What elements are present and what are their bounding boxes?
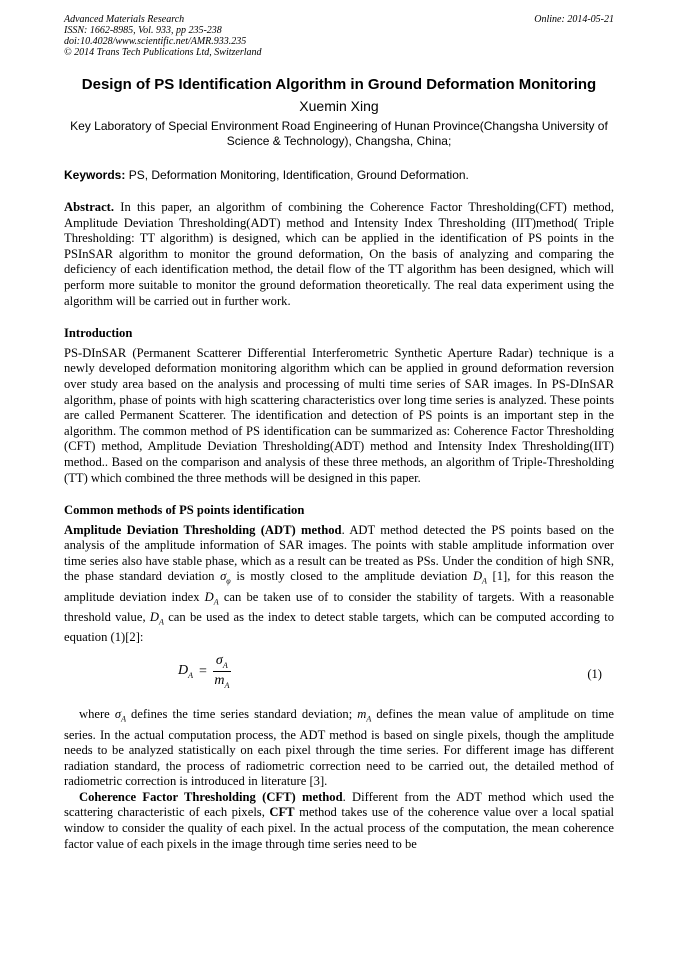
d-glyph: D (149, 609, 160, 624)
lhs-glyph: D (178, 663, 189, 679)
paper-title: Design of PS Identification Algorithm in Ground Deformation Monitoring (81, 76, 597, 93)
adt-text-2: is mostly closed to the amplitude deviation (230, 569, 473, 584)
where-text-1: where (79, 707, 115, 722)
da-symbol-3 (149, 609, 164, 627)
sigma-glyph: σ (220, 569, 227, 584)
sigma-glyph: σ (114, 707, 122, 722)
adt-label: Amplitude Deviation Thresholding (ADT) method (64, 522, 342, 537)
cft-paragraph (64, 790, 614, 852)
author-name: Xuemin Xing (299, 98, 379, 114)
cft-bold-term: CFT (269, 805, 295, 820)
cft-label: Coherence Factor Thresholding (CFT) method (79, 789, 343, 804)
sigma-phi-symbol (220, 569, 231, 586)
equals-sign: = (199, 663, 207, 679)
affiliation: Key Laboratory of Special Environment Road Engineering of Hunan Province(Changsha University of Science & Technology), Changsha, China; (70, 119, 608, 148)
numerator-subscript: A (222, 661, 228, 671)
issn-line: ISSN: 1662-8985, Vol. 933, pp 235-238 (64, 25, 222, 36)
lhs-subscript: A (188, 671, 194, 681)
da-symbol (472, 569, 487, 586)
a-subscript: A (121, 714, 126, 724)
cft-text-1: . Different from the ADT method which used the scattering characteristic of each pixels, (64, 789, 615, 820)
equation-fraction (213, 653, 231, 690)
keywords (64, 168, 614, 183)
a-subscript: A (366, 714, 372, 724)
where-paragraph (64, 707, 614, 789)
abstract-text: In this paper, an algorithm of combining the Coherence Factor Thresholding(CFT) method, Amplitude Deviation Thresholding(ADT) method and Intensity Index Thresholding (IIT)method( Triple Thresholding: TT algorithm) is designed, which can be applied in the identification of PS points in the PSInSAR algorithm to monitor the ground deformation, On the basis of analyzing and comparing the deficiency of each identification method, the detail flow of the TT algorithm has been designed, which will perform more suitable to monitor the ground deformation theoretically. The real data experiment using the algorithm will be carried out in further work. (64, 200, 614, 308)
fraction-denominator (214, 672, 229, 690)
adt-text-3: [1], for this reason the amplitude deviation index (64, 569, 614, 604)
m-glyph: m (357, 707, 367, 722)
da-symbol-2 (204, 589, 219, 607)
d-glyph: D (204, 589, 214, 604)
copyright-line: © 2014 Trans Tech Publications Ltd, Switzerland (64, 47, 262, 58)
journal-header (64, 14, 614, 58)
sigma-a-symbol (114, 707, 126, 724)
equation-body (178, 653, 231, 690)
methods-heading: Common methods of PS points identification (64, 503, 305, 518)
equation-1 (64, 649, 614, 701)
adt-paragraph (64, 523, 614, 646)
abstract-paragraph (64, 200, 614, 309)
numerator-glyph: σ (215, 653, 223, 669)
cft-text-2: method takes use of the coherence value over a local spatial window to consider the quality of each pixel. In the actual process of the computation, the mean coherence factor value of each pixels in the image through time series need to be (64, 805, 614, 851)
a-subscript: A (482, 576, 487, 586)
journal-name: Advanced Materials Research (64, 14, 185, 25)
equation-lhs (178, 663, 193, 680)
abstract-label: Abstract. (64, 200, 115, 214)
a-subscript: A (213, 597, 219, 607)
adt-text-4: can be taken use of to consider the stability of targets. With a reasonable threshold value, (64, 589, 615, 624)
ma-symbol (357, 707, 372, 724)
d-glyph: D (472, 569, 483, 584)
adt-text-1: . ADT method detected the PS points based on the analysis of the amplitude information of SAR images. The points with stable amplitude information over time series also have stable phase, which as a result can be treated as PSs. Under the condition of high SNR, the phase standard deviation (64, 522, 615, 584)
fraction-numerator (213, 653, 231, 672)
phi-subscript: φ (226, 576, 231, 586)
doi-line: doi:10.4028/www.scientific.net/AMR.933.235 (64, 36, 247, 47)
denominator-glyph: m (214, 673, 225, 689)
online-date: Online: 2014-05-21 (534, 14, 614, 25)
equation-number: (1) (587, 667, 602, 682)
introduction-heading: Introduction (64, 326, 133, 341)
where-text-2: defines the time series standard deviation; (125, 707, 358, 722)
adt-text-5: can be used as the index to detect stable targets, which can be computed according to equation (1)[2]: (64, 609, 615, 644)
introduction-paragraph: PS-DInSAR (Permanent Scatterer Differential Interferometric Synthetic Aperture Radar) technique is a newly developed deformation monitoring algorithm which can be applied in ground deformation reversion over study area based on the analysis and processing of multi time series of SAR images. In PS-DInSAR algorithm, phase of points with high scattering characteristics over long time series is analyzed. These points are called Permanent Scatterer. The identification and detection of PS points is an important step in the algorithm. The common method of PS identification can be summarized as: Coherence Factor Thresholding (CFT) method, Amplitude Deviation Thresholding(ADT) method and Intensity Index Thresholding(IIT) method.. Based on the comparison and analysis of these three methods, an algorithm of Triple-Thresholding (TT) which combined the three methods will be designed in this paper. (64, 345, 614, 485)
keywords-label: Keywords: (64, 168, 126, 182)
keywords-text: PS, Deformation Monitoring, Identification, Ground Deformation. (128, 168, 469, 182)
where-text-3: defines the mean value of amplitude on time series. In the actual computation process, the ADT method is based on single pixels, though the amplitude needs to be analyzed statistically on each pixel through the time series. For different image has different radiation standard, the process of radiometric correction need to be carried out, the detailed method of radiometric correction is introduced in literature [3]. (64, 707, 614, 789)
a-subscript: A (159, 617, 164, 627)
denominator-subscript: A (224, 680, 230, 690)
